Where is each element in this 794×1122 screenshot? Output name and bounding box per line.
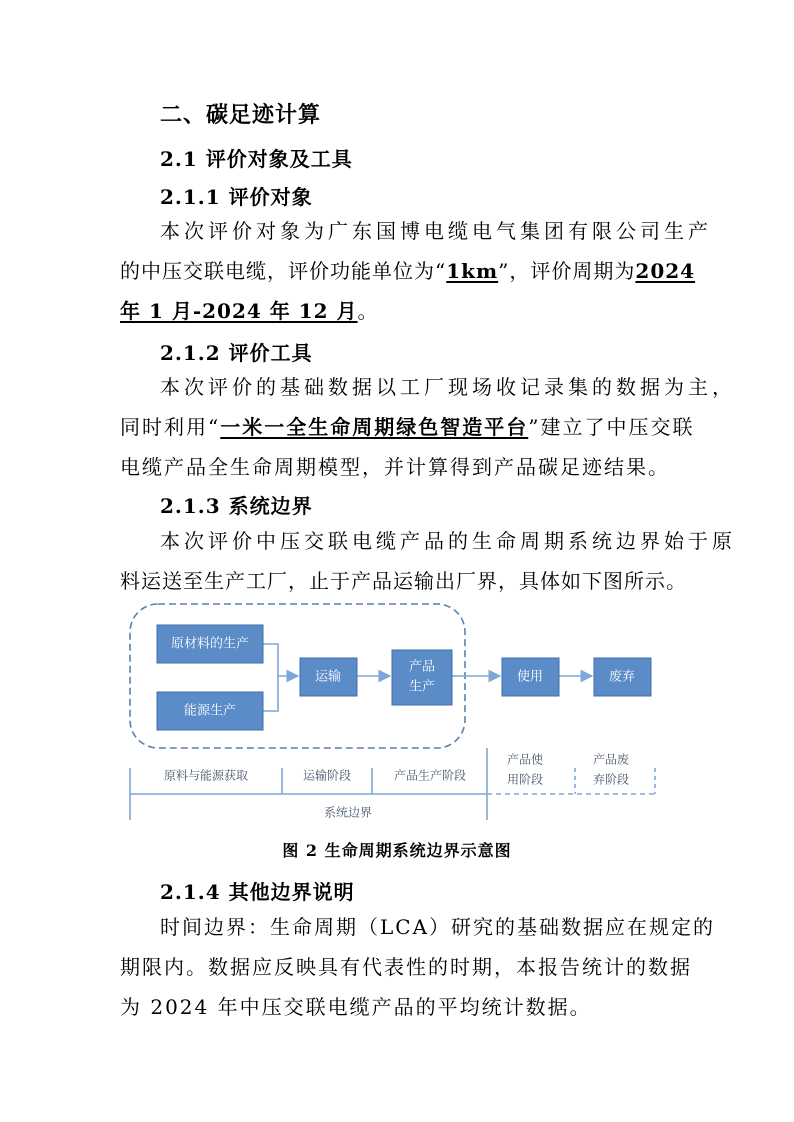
text-line: 期限内。数据应反映具有代表性的时期，本报告统计的数据: [120, 955, 692, 979]
text-line: ”，评价周期为: [498, 259, 636, 283]
text-line: 同时利用“: [120, 415, 221, 439]
stage-raw-label: 原料与能源获取: [163, 768, 249, 783]
stage-waste-label-2: 弃阶段: [592, 772, 630, 787]
heading-2-1: 2.1 评价对象及工具: [160, 147, 353, 171]
stage-waste-label-1: 产品废: [592, 752, 630, 767]
text-line: 本次评价对象为广东国博电缆电气集团有限公司生产: [160, 219, 712, 243]
heading-2-1-3: 2.1.3 系统边界: [160, 494, 313, 518]
heading-2-1-4: 2.1.4 其他边界说明: [160, 880, 355, 904]
text-line: 为 2024 年中压交联电缆产品的平均统计数据。: [120, 995, 592, 1019]
figure-caption: 图 2 生命周期系统边界示意图: [282, 841, 512, 860]
heading-2-1-1: 2.1.1 评价对象: [160, 185, 313, 209]
text-line: ”建立了中压交联: [528, 415, 695, 439]
production-box: [392, 650, 452, 705]
stage-production-label: 产品生产阶段: [393, 768, 467, 783]
text-line: 电缆产品全生命周期模型，并计算得到产品碳足迹结果。: [120, 455, 670, 479]
lifecycle-boundary-diagram: [120, 598, 680, 828]
production-label-1: 产品: [408, 659, 436, 675]
waste-label: 废弃: [608, 669, 636, 685]
raw-material-label: 原材料的生产: [170, 636, 250, 652]
production-label-2: 生产: [408, 679, 436, 695]
text-line: 本次评价的基础数据以工厂现场收记录集的数据为主，: [160, 375, 736, 399]
use-label: 使用: [516, 669, 544, 685]
text-line: 料运送至生产工厂，止于产品运输出厂界，具体如下图所示。: [120, 569, 687, 593]
text-line: 本次评价中压交联电缆产品的生命周期系统边界始于原: [160, 529, 736, 553]
paragraph-evaluation-object: [120, 211, 712, 331]
stage-use-label-2: 用阶段: [506, 772, 544, 787]
energy-label: 能源生产: [183, 703, 237, 719]
system-boundary-label: 系统边界: [323, 805, 373, 820]
paragraph-system-boundary: [120, 521, 736, 601]
stage-use-label-1: 产品使: [506, 752, 544, 767]
paragraph-other-boundary: [120, 907, 716, 1027]
stage-transport-label: 运输阶段: [302, 768, 352, 783]
evaluation-period: 年 1 月-2024 年 12 月: [120, 299, 358, 323]
platform-name: 一米一全生命周期绿色智造平台: [220, 415, 529, 439]
functional-unit: 1km: [446, 259, 499, 283]
stage-bracket: [130, 748, 655, 820]
text-line: 。: [357, 299, 379, 323]
section-title: 二、碳足迹计算: [160, 102, 322, 128]
text-line: 的中压交联电缆，评价功能单位为“: [120, 259, 447, 283]
period-start: 2024: [635, 259, 696, 283]
paragraph-evaluation-tool: [120, 367, 736, 487]
transport-label: 运输: [314, 669, 342, 685]
text-line: 时间边界：生命周期（LCA）研究的基础数据应在规定的: [160, 915, 716, 939]
heading-2-1-2: 2.1.2 评价工具: [160, 341, 313, 365]
